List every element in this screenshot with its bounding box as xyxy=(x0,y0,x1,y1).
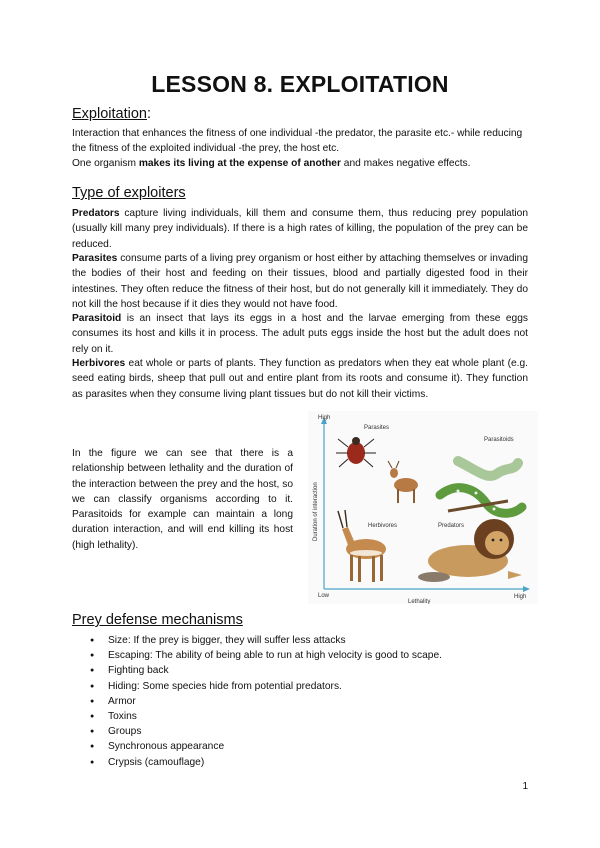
exploitation-definition: Interaction that enhances the fitness of one individual -the predator, the parasite etc.- while reducing the fitness of the exploited individual -the prey, the host etc. xyxy=(72,128,523,155)
figure-description: In the figure we can see that there is a relationship between lethality and the duration of the interaction between the prey and the host, so we can classify organisms according to it. Parasitoids for example can maintain a long duration interaction, and will end killing its host (high lethality). xyxy=(72,448,293,551)
y-high-label: High xyxy=(318,415,331,421)
quadrant-label-parasitoids: Parasitoids xyxy=(484,437,514,443)
figure-svg xyxy=(308,411,538,604)
herbivores-paragraph xyxy=(72,356,528,402)
page-number: 1 xyxy=(522,781,528,792)
exploitation-summary xyxy=(72,156,528,171)
y-low-label: Low xyxy=(318,593,330,599)
exploiters-heading: Type of exploiters xyxy=(72,185,186,201)
quadrant-label-herbivores: Herbivores xyxy=(368,523,398,529)
summary-post: and makes negative effects. xyxy=(340,158,471,169)
list-item: ● Armor xyxy=(90,694,442,709)
list-item: ● Synchronous appearance xyxy=(90,739,442,754)
y-axis-label: Duration of interaction xyxy=(313,482,319,541)
parasites-text: consume parts of a living prey organism or host either by attaching themselves or invading the bodies of their host and feeding on their tissues, blood and partially digested food in their intestines. They often reduce the fitness of their host, but do not generally kill it immediately. They do not kill the host because if it dies they would not have food. xyxy=(72,253,528,310)
quadrant-label-predators: Predators xyxy=(438,523,465,529)
exploitation-heading-colon: : xyxy=(146,106,151,122)
summary-bold: makes its living at the expense of another xyxy=(138,158,341,169)
defense-heading: Prey defense mechanisms xyxy=(72,612,243,628)
quadrant-label-parasites: Parasites xyxy=(364,425,390,431)
list-item: ● Hiding: Some species hide from potential predators. xyxy=(90,679,442,694)
parasitoid-text: is an insect that lays its eggs in a host and the larvae emerging from these eggs consumes its host and kills it in process. The adult puts eggs inside the host but the adult does not rely on it. xyxy=(72,313,528,355)
list-item: ● Toxins xyxy=(90,709,442,724)
herbivores-text: eat whole or parts of plants. They function as predators when they eat whole plant (e.g. seed eating birds, sheep that pull out and entire plant from its roots and consume it). They function as parasites when they consume living plant tissues but do not kill their victims. xyxy=(72,358,528,400)
list-item: ● Escaping: The ability of being able to run at high velocity is good to scape. xyxy=(90,648,442,663)
predators-paragraph xyxy=(72,206,528,252)
parasites-paragraph xyxy=(72,251,528,312)
exploitation-heading-wrap xyxy=(72,106,151,122)
parasitoid-paragraph xyxy=(72,311,528,357)
list-item: ● Size: If the prey is bigger, they will suffer less attacks xyxy=(90,633,442,648)
predators-term: Predators xyxy=(72,208,120,219)
summary-pre: One organism xyxy=(72,158,139,169)
predators-text: capture living individuals, kill them and consume them, thus reducing prey population (usually kill many prey individuals). If there is a high rates of killing, the population of the prey can be reduced. xyxy=(72,208,528,250)
parasites-term: Parasites xyxy=(72,253,118,264)
x-axis-label: Lethality xyxy=(408,599,431,604)
exploitation-heading: Exploitation xyxy=(72,106,147,122)
parasitoid-term: Parasitoid xyxy=(72,313,122,324)
list-item: ● Fighting back xyxy=(90,663,442,678)
defense-list xyxy=(90,633,442,770)
list-item: ● Crypsis (camouflage) xyxy=(90,755,442,770)
lethality-duration-figure xyxy=(308,411,538,604)
herbivores-term: Herbivores xyxy=(72,358,126,369)
list-item: ● Groups xyxy=(90,724,442,739)
x-high-label: High xyxy=(514,594,527,600)
page-title: LESSON 8. EXPLOITATION xyxy=(151,71,449,97)
